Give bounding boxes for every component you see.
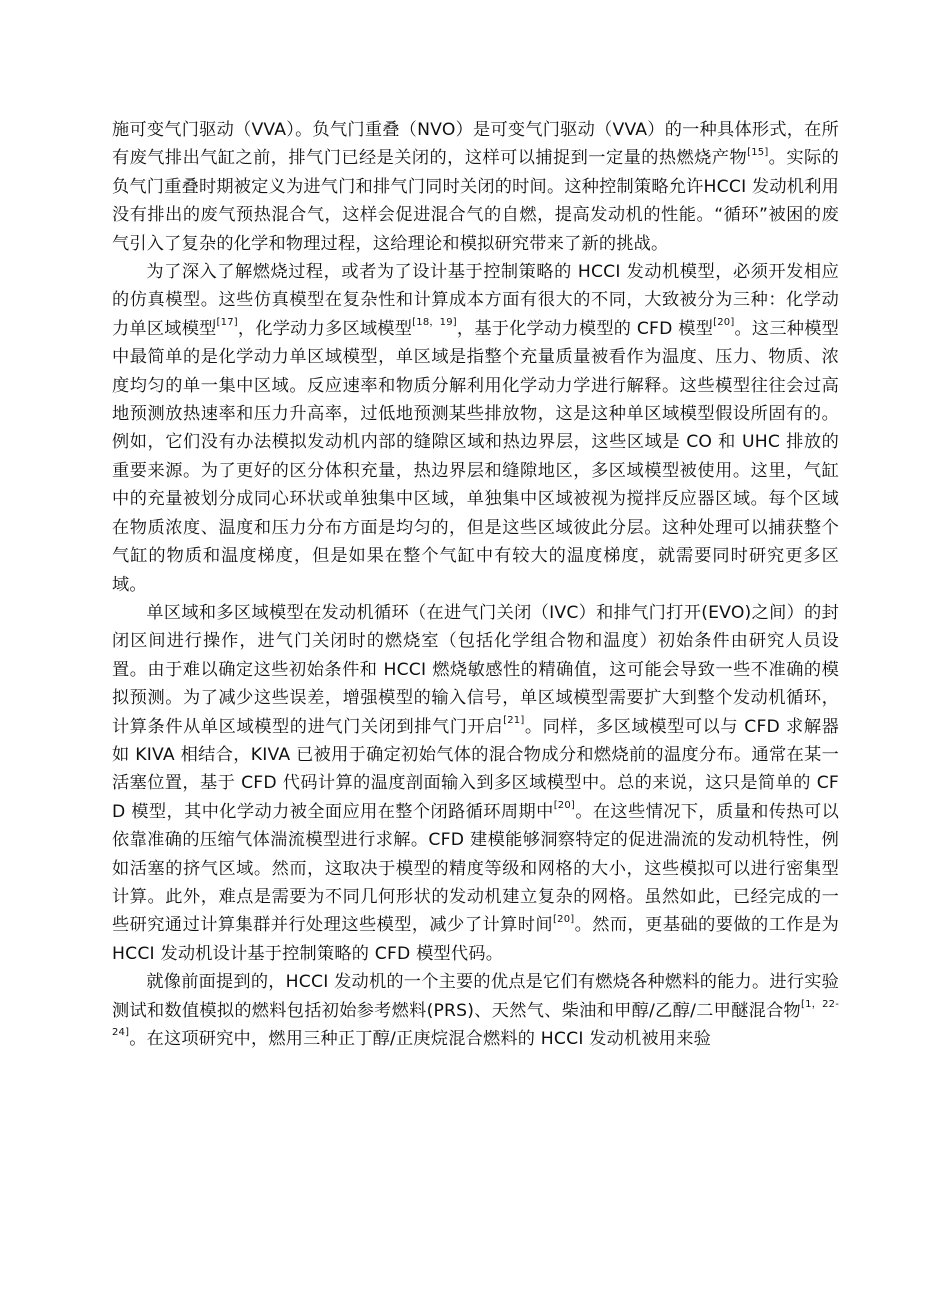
citation-superscript: [17] (216, 317, 238, 329)
text-run: 。在这些情况下，质量和传热可以依靠准确的压缩气体湍流模型进行求解。CFD 建模能够洞察特定的促进湍流的发动机特性，例如活塞的挤气区域。然而，这取决于模型的精度等级和网格的大小，这些模拟可以进行密集型计算。此外，难点是需要为不同几何形状的发动机建立复杂的网格。虽然如此，已经完成的一些研究通过计算集群并行处理这些模型，减少了计算时间 (112, 801, 839, 936)
paragraph-3 (112, 599, 839, 968)
citation-superscript: [1，22-24] (112, 998, 840, 1039)
paragraph-4 (112, 968, 839, 1053)
text-run: 。同样，多区域模型可以与 CFD 求解器如 KIVA 相结合，KIVA 已被用于确定初始气体的混合物成分和燃烧前的温度分布。通常在某一活塞位置，基于 CFD 代码计算的温度剖面输入到多区域模型中。总的来说，这只是简单的 CFD 模型，其中化学动力被全面应用在整个闭路循环周期中 (112, 716, 839, 822)
body-text (112, 116, 839, 1053)
text-run: 单区域和多区域模型在发动机循环（在进气门关闭（IVC）和排气门打开(EVO)之间）的封闭区间进行操作，进气门关闭时的燃烧室（包括化学组合物和温度）初始条件由研究人员设置。由于难以确定这些初始条件和 HCCI 燃烧敏感性的精确值，这可能会导致一些不准确的模拟预测。为了减少这些误差，增强模型的输入信号，单区域模型需要扩大到整个发动机循环，计算条件从单区域模型的进气门关闭到排气门开启 (112, 602, 839, 737)
citation-superscript: [15] (747, 146, 769, 158)
text-run: 就像前面提到的，HCCI 发动机的一个主要的优点是它们有燃烧各种燃料的能力。进行实验测试和数值模拟的燃料包括初始参考燃料(PRS)、天然气、柴油和甲醇/乙醇/二甲醚混合物 (112, 972, 839, 1021)
text-run: ，基于化学动力模型的 CFD 模型 (456, 318, 714, 339)
citation-superscript: [20] (713, 317, 735, 329)
citation-superscript: [21] (503, 714, 525, 726)
citation-superscript: [20] (553, 800, 576, 812)
text-run: 。然而，更基础的要做的工作是为 HCCI 发动机设计基于控制策略的 CFD 模型代码。 (112, 915, 839, 964)
text-run: 。实际的负气门重叠时期被定义为进气门和排气门同时关闭的时间。这种控制策略允许HCCI 发动机利用没有排出的废气预热混合气，这样会促进混合气的自燃，提高发动机的性能。“循环”被困的废气引入了复杂的化学和物理过程，这给理论和模拟研究带来了新的挑战。 (112, 148, 839, 254)
citation-superscript: [20] (553, 913, 575, 925)
text-run: 施可变气门驱动（VVA）。负气门重叠（NVO）是可变气门驱动（VVA）的一种具体形式，在所有废气排出气缸之前，排气门已经是关闭的，这样可以捕捉到一定量的热燃烧产物 (112, 120, 839, 169)
text-run: 。这三种模型中最简单的是化学动力单区域模型，单区域是指整个充量质量被看作为温度、压力、物质、浓度均匀的单一集中区域。反应速率和物质分解利用化学动力学进行解释。这些模型往往会过高地预测放热速率和压力升高率，过低地预测某些排放物，这是这种单区域模型假设所固有的。例如，它们没有办法模拟发动机内部的缝隙区域和热边界层，这些区域是 CO 和 UHC 排放的重要来源。为了更好的区分体积充量，热边界层和缝隙地区，多区域模型被使用。这里，气缸中的充量被划分成同心环状或单独集中区域，单独集中区域被视为搅拌反应器区域。每个区域在物质浓度、温度和压力分布方面是均匀的，但是这些区域彼此分层。这种处理可以捕获整个气缸的物质和温度梯度，但是如果在整个气缸中有较大的温度梯度，就需要同时研究更多区域。 (112, 318, 840, 595)
text-run: 。在这项研究中，燃用三种正丁醇/正庚烷混合燃料的 HCCI 发动机被用来验 (129, 1029, 711, 1049)
text-run: ，化学动力多区域模型 (237, 318, 413, 339)
text-run: 为了深入了解燃烧过程，或者为了设计基于控制策略的 HCCI 发动机模型，必须开发相应的仿真模型。这些仿真模型在复杂性和计算成本方面有很大的不同，大致被分为三种：化学动力单区域模型 (112, 262, 839, 339)
paragraph-1 (112, 116, 839, 258)
paragraph-2 (112, 258, 839, 599)
citation-superscript: [18，19] (412, 317, 457, 329)
